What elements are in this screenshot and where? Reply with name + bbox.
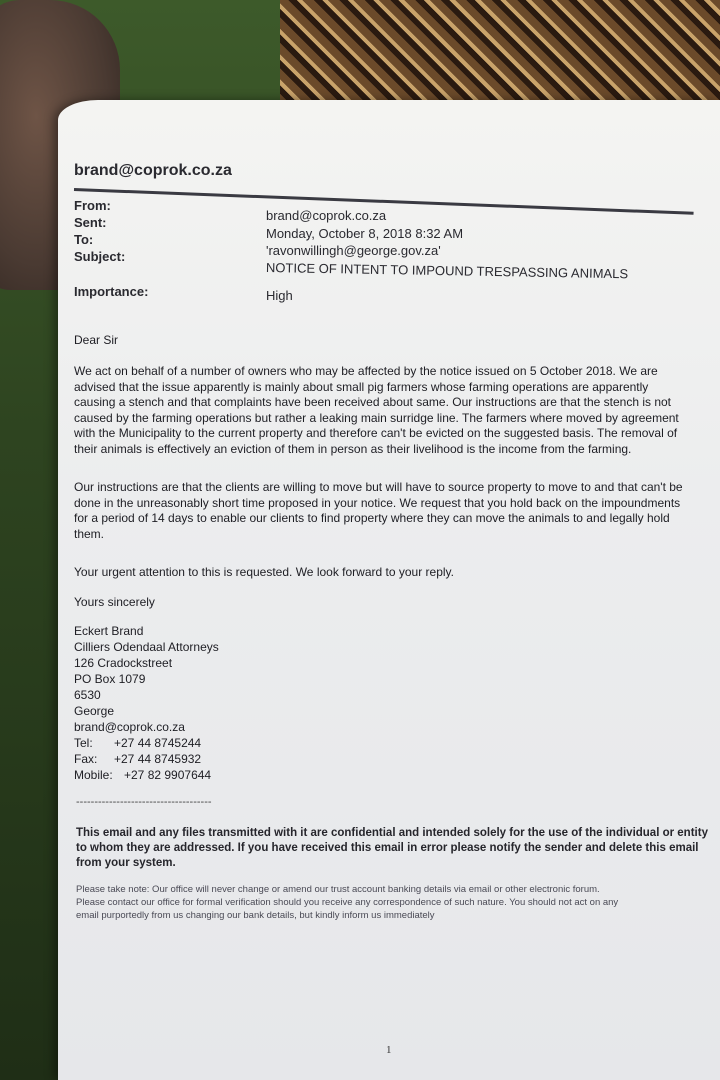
paragraph-2-line: for a period of 14 days to enable our clients to find property where they can move the animals to and legally hold: [74, 511, 670, 525]
from-label: From:: [74, 198, 111, 213]
importance-label: Importance:: [74, 284, 149, 299]
paragraph-1-line: causing a stench and that complaints have been received about same. Our instructions are that the stench is not: [74, 395, 672, 409]
signature-name: Eckert Brand: [74, 624, 144, 638]
confidential-line: This email and any files transmitted with it are confidential and intended solely for the use of the individual or entity: [76, 827, 708, 839]
paragraph-1-line: their animals is effectively an eviction of them in person as their livelihood is the income from the farming.: [74, 441, 632, 456]
signature-firm: Cilliers Odendaal Attorneys: [74, 640, 219, 654]
subject-label: Subject:: [74, 249, 126, 264]
fax-value: +27 44 8745932: [114, 752, 202, 766]
to-label: To:: [74, 232, 94, 247]
paragraph-3: Your urgent attention to this is requested. We look forward to your reply.: [74, 565, 454, 579]
tel-label: Tel:: [74, 736, 93, 750]
paragraph-1-line: with the Municipality to the current property and therefore can't be evicted on the suggested basis. The removal of: [74, 426, 678, 440]
confidential-line: to whom they are addressed. If you have received this email in error please notify the sender and delete this email: [76, 842, 699, 854]
paragraph-1-line: We act on behalf of a number of owners who may be affected by the notice issued on 5 October 2018. We are: [74, 364, 658, 378]
paragraph-2-line: them.: [74, 526, 105, 541]
paragraph-2-line: done in the unreasonably short time proposed in your notice. We request that you hold back on the impoundments: [74, 495, 681, 510]
header-email: brand@coprok.co.za: [74, 162, 232, 179]
signature-email: brand@coprok.co.za: [74, 720, 185, 734]
page-number: 1: [386, 1044, 392, 1056]
subject-value: NOTICE OF INTENT TO IMPOUND TRESPASSING ANIMALS: [265, 260, 629, 282]
fax-label: Fax:: [74, 752, 98, 766]
paragraph-1: [74, 364, 714, 457]
banking-note-line: Please take note: Our office will never change or amend our trust account banking details via email or other electronic forum.: [76, 884, 600, 895]
to-value: 'ravonwillingh@george.gov.za': [266, 243, 441, 258]
greeting: Dear Sir: [74, 333, 119, 347]
from-value: brand@coprok.co.za: [266, 208, 387, 223]
tel-value: +27 44 8745244: [114, 736, 202, 750]
footer-separator: -------------------------------------: [76, 796, 212, 808]
sent-label: Sent:: [74, 215, 107, 230]
paragraph-2: [74, 480, 714, 542]
signature-city: George: [74, 704, 115, 718]
signature-po-box: PO Box 1079: [74, 672, 146, 686]
banking-note-line: email purportedly from us changing our bank details, but kindly inform us immediately: [76, 910, 435, 921]
paragraph-1-line: advised that the issue apparently is mainly about small pig farmers whose farming operations are apparently: [74, 379, 649, 394]
mobile-value: +27 82 9907644: [124, 768, 212, 782]
banking-note-line: Please contact our office for formal verification should you receive any correspondence of such nature. You should not act on any: [76, 897, 619, 908]
confidential-line: from your system.: [76, 857, 176, 869]
paragraph-1-line: caused by the farming operations but rather a leaking main surridge line. The farmers where moved by agreement: [74, 410, 679, 425]
importance-value: High: [266, 288, 293, 303]
closing: Yours sincerely: [74, 595, 155, 609]
signature-street: 126 Cradockstreet: [74, 656, 173, 670]
paragraph-2-line: Our instructions are that the clients are willing to move but will have to source property to move to and that can't be: [74, 480, 683, 494]
sent-value: Monday, October 8, 2018 8:32 AM: [266, 226, 464, 241]
mobile-label: Mobile:: [74, 768, 113, 782]
signature-postal-code: 6530: [74, 688, 101, 702]
email-printout: [58, 100, 720, 1080]
